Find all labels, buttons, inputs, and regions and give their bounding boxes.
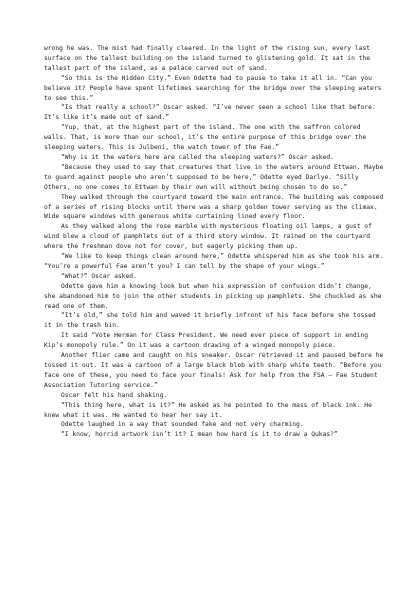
paragraph: “Yup, that, at the highest part of the island. The one with the saffron colored walls. That, is more than our school, it’s the entire purpose of this bridge over the sleeping waters. This is Julbeni, the watch tower of the Fae.” bbox=[44, 124, 367, 152]
paragraph: Odette gave him a knowing look but when his expression of confusion didn’t change, she abandoned him to join the other students in picking up pamphlets. She chuckled as she read one of them. bbox=[44, 282, 382, 310]
paragraph: “Because they used to say that creatures that live in the waters around Ettwan. Maybe to guard against people who aren’t supposed to be here,” Odette eyed Darlye. “Silly Others, no one comes to Ettwan by their own will without being chosen to do so.” bbox=[44, 163, 384, 191]
paragraph: “I know, horrid artwork isn’t it? I mean how hard is it to draw a Qukas?” bbox=[61, 431, 338, 439]
paragraph: As they walked along the rose marble with mysterious floating oil lamps, a gust of wind blew a cloud of pamphlets out of a third story window. It rained on the courtyard where the freshman dove not for cover, but eagerly picking them up. bbox=[44, 223, 372, 251]
paragraph: “What?” Oscar asked. bbox=[61, 272, 137, 280]
paragraph: It said “Vote Herman for Class President. We need ever piece of support in ending Kip’s monopoly rule.” On it was a cartoon drawing of a winged monopoly piece. bbox=[44, 332, 369, 350]
paragraph: “This thing here, what is it?” He asked as he pointed to the mass of black ink. He knew what it was. He wanted to hear her say it. bbox=[44, 401, 372, 419]
paragraph: Another flier came and caught on his sneaker. Oscar retrieved it and paused before he tossed it out. It was a cartoon of a large black blob with sharp white teeth. “Before you face one of these, you need to face your finals! Ask for help from the FSA – Fae Student Association Tutoring service.” bbox=[44, 352, 384, 389]
paragraph: “We like to keep things clean around here,” Odette whispered him as she took his arm. “You’re a powerful Fae aren’t you? I can tell by the shape of your wings.” bbox=[44, 253, 384, 270]
paragraph: wrong he was. The mist had finally cleared. In the light of the rising sun, every last surface on the tallest building on the island turned to glistening gold. It sat in the tallest part of the island, as a palace carved out of sand. bbox=[44, 45, 371, 72]
paragraph: Odette laughed in a way that sounded fake and not very charming. bbox=[61, 421, 304, 429]
paragraph: “Why is it the waters here are called the sleeping waters?” Oscar asked. bbox=[61, 153, 334, 161]
paragraph: Oscar felt his hand shaking. bbox=[61, 391, 168, 399]
document-page bbox=[44, 44, 386, 440]
paragraph: “Is that really a school?” Oscar asked. “I’ve never seen a school like that before. It’s like it’s made out of sand.” bbox=[44, 104, 376, 122]
paragraph: They walked through the courtyard toward the main entrance. The building was composed of a series of rising blocks until there was a sharp golden tower serving as the climax. Wide square windows with generous white curtaining lined every floor. bbox=[44, 193, 384, 221]
paragraph: “So this is the Hidden City.” Even Odette had to pause to take it all in. “Can you believe it? People have spent lifetimes searching for the bridge over the sleeping waters to see this.” bbox=[44, 74, 382, 102]
paragraph: “It’s old,” she told him and waved it briefly infront of his face before she tossed it in the trash bin. bbox=[44, 312, 376, 330]
